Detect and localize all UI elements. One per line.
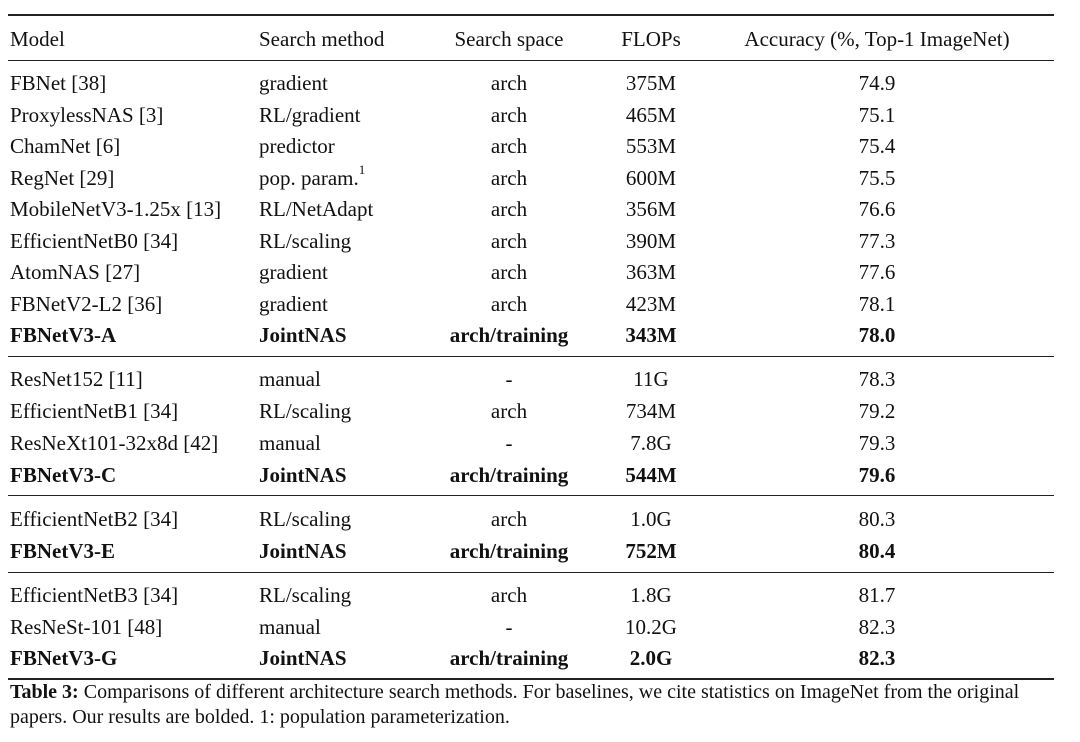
header-rule: [8, 60, 1054, 61]
cell-accuracy: 78.1: [858, 291, 896, 316]
cell-model: ResNet152 [11]: [10, 367, 143, 391]
cell-accuracy: 75.4: [858, 134, 896, 158]
cell-method: gradient: [259, 71, 328, 95]
cell-flops: 734M: [625, 399, 677, 423]
cell-model: FBNetV3-A: [10, 323, 117, 347]
cell-space: arch: [490, 291, 528, 316]
cell-flops: 752M: [625, 539, 677, 563]
footnote-marker: 1: [358, 161, 366, 177]
cell-accuracy: 82.3: [858, 615, 896, 639]
cell-model: FBNetV2-L2 [36]: [10, 291, 163, 316]
cell-model: EfficientNetB1 [34]: [10, 399, 179, 423]
cell-method: manual: [259, 367, 321, 391]
cell-accuracy: 79.3: [858, 431, 896, 455]
cell-space: arch: [490, 228, 528, 253]
cell-space: arch: [490, 583, 528, 607]
cell-flops: 10.2G: [625, 615, 677, 639]
cell-accuracy: 80.4: [858, 539, 896, 563]
cell-method: JointNAS: [259, 646, 347, 670]
cell-flops: 544M: [625, 463, 677, 487]
cell-flops: 600M: [625, 165, 677, 190]
table-row: [0, 194, 1080, 225]
cell-method: [259, 163, 365, 194]
cell-flops: 343M: [625, 323, 677, 347]
cell-accuracy: 75.5: [858, 165, 896, 190]
cell-method: RL/scaling: [259, 228, 352, 253]
cell-space: -: [505, 615, 513, 639]
cell-model: ResNeSt-101 [48]: [10, 615, 163, 639]
cell-flops: 7.8G: [630, 431, 672, 455]
cell-accuracy: 77.3: [858, 228, 896, 253]
table-row-ours: [0, 536, 1080, 567]
cell-method: JointNAS: [259, 323, 347, 347]
cell-method: RL/scaling: [259, 399, 352, 423]
cell-accuracy: 74.9: [858, 71, 896, 95]
group-rule: [8, 495, 1054, 496]
cell-method: predictor: [259, 134, 335, 158]
cell-method: RL/gradient: [259, 102, 361, 127]
cell-space: arch/training: [449, 323, 569, 347]
header-accuracy: Accuracy (%, Top-1 ImageNet): [744, 27, 1010, 51]
cell-accuracy: 82.3: [858, 646, 896, 670]
cell-space: arch/training: [449, 539, 569, 563]
cell-flops: 363M: [625, 260, 677, 284]
cell-accuracy: 78.3: [858, 367, 896, 391]
table-row: [0, 257, 1080, 288]
table-row: [0, 163, 1080, 194]
cell-model: FBNetV3-E: [10, 539, 115, 563]
cell-flops: 11G: [633, 367, 669, 391]
cell-accuracy: 77.6: [858, 260, 896, 284]
table-row: [0, 504, 1080, 535]
cell-space: arch: [490, 134, 528, 158]
cell-model: ChamNet [6]: [10, 134, 121, 158]
caption-label: Table 3:: [10, 681, 79, 703]
cell-model: FBNetV3-C: [10, 463, 117, 487]
cell-model: ProxylessNAS [3]: [10, 102, 164, 127]
cell-space: arch: [490, 507, 528, 531]
table-row: [0, 226, 1080, 257]
cell-model: EfficientNetB0 [34]: [10, 228, 179, 253]
cell-accuracy: 76.6: [858, 197, 896, 221]
cell-method: RL/scaling: [259, 507, 352, 531]
header-search-space: Search space: [454, 27, 564, 51]
table-row: [0, 289, 1080, 320]
cell-method: manual: [259, 615, 321, 639]
cell-accuracy: 80.3: [858, 507, 896, 531]
header-search-method: Search method: [259, 27, 385, 51]
cell-space: arch: [490, 260, 528, 284]
cell-flops: 375M: [625, 71, 677, 95]
table-row: [0, 396, 1080, 427]
cell-model: FBNet [38]: [10, 71, 107, 95]
cell-method: RL/scaling: [259, 583, 352, 607]
table-row-ours: [0, 460, 1080, 491]
cell-flops: 356M: [625, 197, 677, 221]
cell-space: -: [505, 367, 513, 391]
cell-flops: 465M: [625, 102, 677, 127]
table-top-rule: [8, 14, 1054, 16]
cell-space: arch/training: [449, 463, 569, 487]
cell-method: gradient: [259, 260, 328, 284]
cell-flops: 2.0G: [629, 646, 673, 670]
cell-space: arch: [490, 102, 528, 127]
header-flops: FLOPs: [621, 27, 681, 51]
table-row: [0, 131, 1080, 162]
cell-flops: 423M: [625, 291, 677, 316]
cell-model: EfficientNetB3 [34]: [10, 583, 179, 607]
cell-flops: 553M: [625, 134, 677, 158]
cell-space: arch: [490, 165, 528, 190]
table-row: [0, 364, 1080, 395]
cell-model: EfficientNetB2 [34]: [10, 507, 179, 531]
table-row: [0, 100, 1080, 131]
table-row: [0, 580, 1080, 611]
cell-model: FBNetV3-G: [10, 646, 118, 670]
cell-accuracy: 78.0: [858, 323, 896, 347]
cell-space: -: [505, 431, 513, 455]
cell-method: JointNAS: [259, 463, 347, 487]
cell-model: RegNet [29]: [10, 165, 115, 190]
table-row: [0, 612, 1080, 643]
cell-flops: 1.0G: [630, 507, 672, 531]
cell-method: RL/NetAdapt: [259, 197, 374, 221]
cell-model: ResNeXt101-32x8d [42]: [10, 431, 219, 455]
cell-method-text: pop. param.: [259, 165, 359, 190]
cell-model: MobileNetV3-1.25x [13]: [10, 197, 222, 221]
cell-accuracy: 79.2: [858, 399, 896, 423]
group-rule: [8, 356, 1054, 357]
table-caption: [10, 680, 1060, 730]
table-row-ours: [0, 320, 1080, 351]
cell-space: arch: [490, 71, 528, 95]
cell-accuracy: 79.6: [858, 463, 896, 487]
cell-method: manual: [259, 431, 321, 455]
header-model: Model: [10, 27, 65, 51]
cell-accuracy: 81.7: [858, 583, 896, 607]
group-rule: [8, 572, 1054, 573]
cell-space: arch/training: [449, 646, 569, 670]
table-row-ours: [0, 643, 1080, 674]
cell-space: arch: [490, 399, 528, 423]
cell-method: gradient: [259, 291, 328, 316]
table-row: [0, 428, 1080, 459]
cell-space: arch: [490, 197, 528, 221]
table-row: [0, 68, 1080, 99]
table-header-row: [0, 24, 1080, 55]
cell-method: JointNAS: [259, 539, 347, 563]
cell-flops: 390M: [625, 228, 677, 253]
caption-text: Comparisons of different architecture search methods. For baselines, we cite statistics on ImageNet from the original papers. Our results are bolded. 1: population parameterization.: [10, 681, 1020, 728]
cell-accuracy: 75.1: [858, 102, 896, 127]
cell-model: AtomNAS [27]: [10, 260, 141, 284]
cell-flops: 1.8G: [630, 583, 672, 607]
